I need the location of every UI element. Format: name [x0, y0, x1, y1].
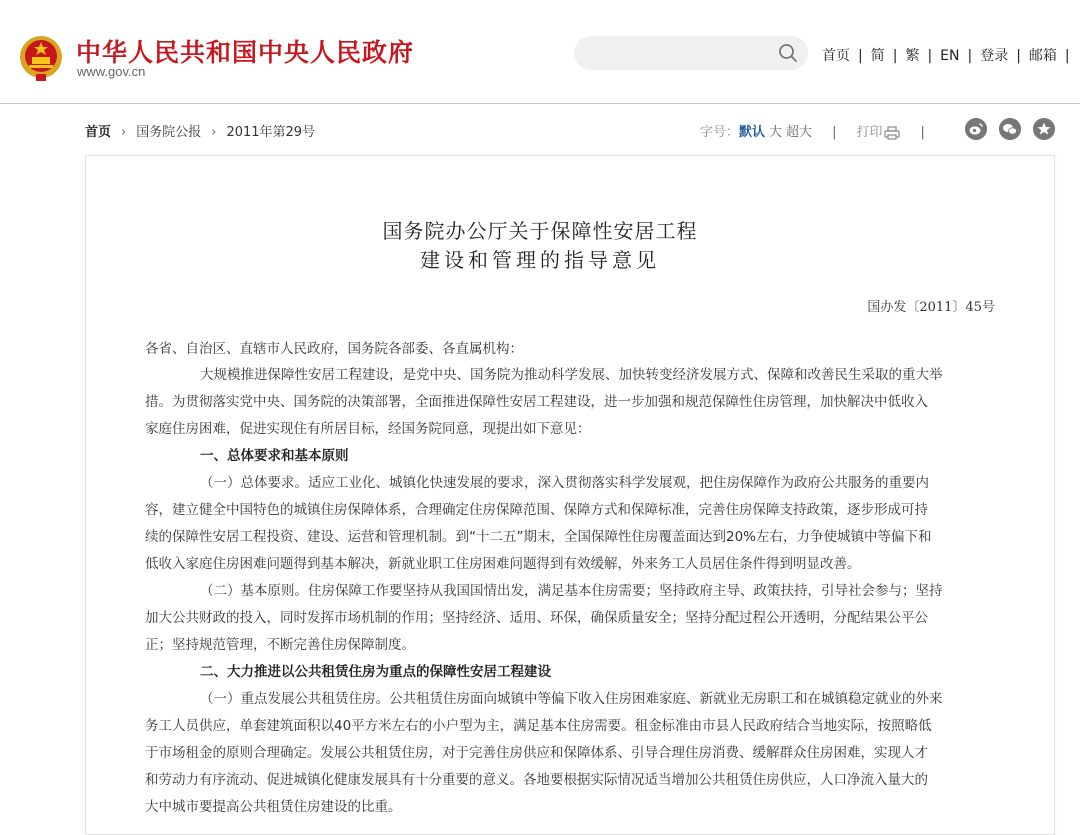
paragraph-line: 大中城市要提高公共租赁住房建设的比重。 — [145, 799, 402, 815]
paragraph-line: 正；坚持规范管理，不断完善住房保障制度。 — [145, 637, 415, 653]
nav-divider: | — [927, 48, 933, 64]
tool-divider: | — [920, 125, 925, 140]
paragraph-line: （二）基本原则。住房保障工作要坚持从我国国情出发，满足基本住房需要；坚持政府主导、政策扶持，引导社会参与；坚持 — [200, 583, 943, 599]
font-size-xlarge[interactable]: 超大 — [786, 125, 813, 140]
site-title[interactable]: 中华人民共和国中央人民政府 — [76, 38, 415, 67]
font-size-large[interactable]: 大 — [769, 125, 783, 140]
print-label: 打印 — [856, 125, 883, 140]
document-title-line1: 国务院办公厅关于保障性安居工程 — [382, 219, 698, 243]
tool-divider: | — [832, 125, 837, 140]
paragraph-line: 续的保障性安居工程投资、建设、运营和管理机制。到“十二五”期末，全国保障性住房覆盖面达到20%左右，力争使城镇中等偏下和 — [145, 529, 932, 545]
nav-traditional[interactable]: 繁 — [905, 48, 920, 64]
section-heading: 二、大力推进以公共租赁住房为重点的保障性安居工程建设 — [200, 664, 551, 680]
font-size-default[interactable]: 默认 — [739, 125, 766, 140]
breadcrumb-home[interactable]: 首页 — [85, 125, 112, 140]
print-button[interactable] — [856, 125, 900, 140]
document-number: 国办发〔2011〕45号 — [867, 300, 995, 315]
salutation: 各省、自治区、直辖市人民政府，国务院各部委、各直属机构： — [145, 341, 523, 357]
font-size-label: 字号： — [700, 125, 740, 140]
nav-home[interactable]: 首页 — [822, 48, 850, 64]
printer-icon — [884, 126, 900, 140]
nav-mail[interactable]: 邮箱 — [1028, 48, 1057, 64]
national-emblem-icon[interactable] — [18, 34, 64, 82]
site-header — [0, 0, 1080, 104]
paragraph-line: （一）重点发展公共租赁住房。公共租赁住房面向城镇中等偏下收入住房困难家庭、新就业无房职工和在城镇稳定就业的外来 — [200, 691, 943, 707]
nav-simplified[interactable]: 简 — [870, 48, 885, 64]
site-url[interactable]: www.gov.cn — [77, 64, 146, 79]
paragraph-line: 措。为贯彻落实党中央、国务院的决策部署，全面推进保障性安居工程建设，进一步加强和规范保障性住房管理，加快解决中低收入 — [145, 394, 928, 410]
page-tools — [700, 121, 945, 140]
top-nav — [822, 45, 1078, 65]
nav-divider: | — [858, 48, 863, 64]
chevron-right-icon: › — [211, 125, 217, 140]
favorite-icon[interactable] — [1033, 118, 1055, 140]
weibo-icon[interactable] — [965, 118, 987, 140]
document-title-line2: 建设和管理的指导意见 — [420, 248, 660, 272]
paragraph-line: 家庭住房困难，促进实现住有所居目标，经国务院同意，现提出如下意见： — [145, 421, 591, 437]
nav-divider: | — [1016, 48, 1021, 64]
breadcrumb-issue[interactable]: 2011年第29号 — [226, 125, 316, 140]
breadcrumb-bulletin[interactable]: 国务院公报 — [136, 125, 202, 140]
nav-divider: | — [1064, 48, 1070, 64]
chevron-right-icon: › — [121, 125, 127, 140]
wechat-icon[interactable] — [999, 118, 1021, 140]
paragraph-line: 低收入家庭住房困难问题得到基本解决，新就业职工住房困难问题得到有效缓解，外来务工人员居住条件得到明显改善。 — [145, 556, 861, 572]
breadcrumb — [85, 121, 315, 140]
nav-divider: | — [967, 48, 973, 64]
nav-english[interactable]: EN — [940, 48, 960, 64]
paragraph-line: 于市场租金的原则合理确定。发展公共租赁住房，对于完善住房供应和保障体系、引导合理住房消费、缓解群众住房困难，实现人才 — [145, 745, 928, 761]
paragraph-line: 务工人员供应，单套建筑面积以40平方米左右的小户型为主，满足基本住房需要。租金标准由市县人民政府结合当地实际，按照略低 — [145, 718, 932, 734]
paragraph-line: 加大公共财政的投入，同时发挥市场机制的作用；坚持经济、适用、环保，确保质量安全；坚持分配过程公开透明，分配结果公平公 — [145, 610, 928, 626]
search-icon[interactable] — [778, 43, 798, 63]
paragraph-line: 和劳动力有序流动、促进城镇化健康发展具有十分重要的意义。各地要根据实际情况适当增加公共租赁住房供应，人口净流入量大的 — [145, 772, 928, 788]
section-heading: 一、总体要求和基本原则 — [200, 448, 349, 464]
paragraph-line: （一）总体要求。适应工业化、城镇化快速发展的要求，深入贯彻落实科学发展观，把住房保障作为政府公共服务的重要内 — [200, 475, 929, 491]
paragraph-line: 大规模推进保障性安居工程建设，是党中央、国务院为推动科学发展、加快转变经济发展方式、保障和改善民生采取的重大举 — [200, 367, 943, 383]
nav-divider: | — [892, 48, 898, 64]
search-input[interactable] — [574, 36, 808, 70]
nav-login[interactable]: 登录 — [980, 48, 1009, 64]
paragraph-line: 容，建立健全中国特色的城镇住房保障体系，合理确定住房保障范围、保障方式和保障标准，完善住房保障支持政策，逐步形成可持 — [145, 502, 928, 518]
